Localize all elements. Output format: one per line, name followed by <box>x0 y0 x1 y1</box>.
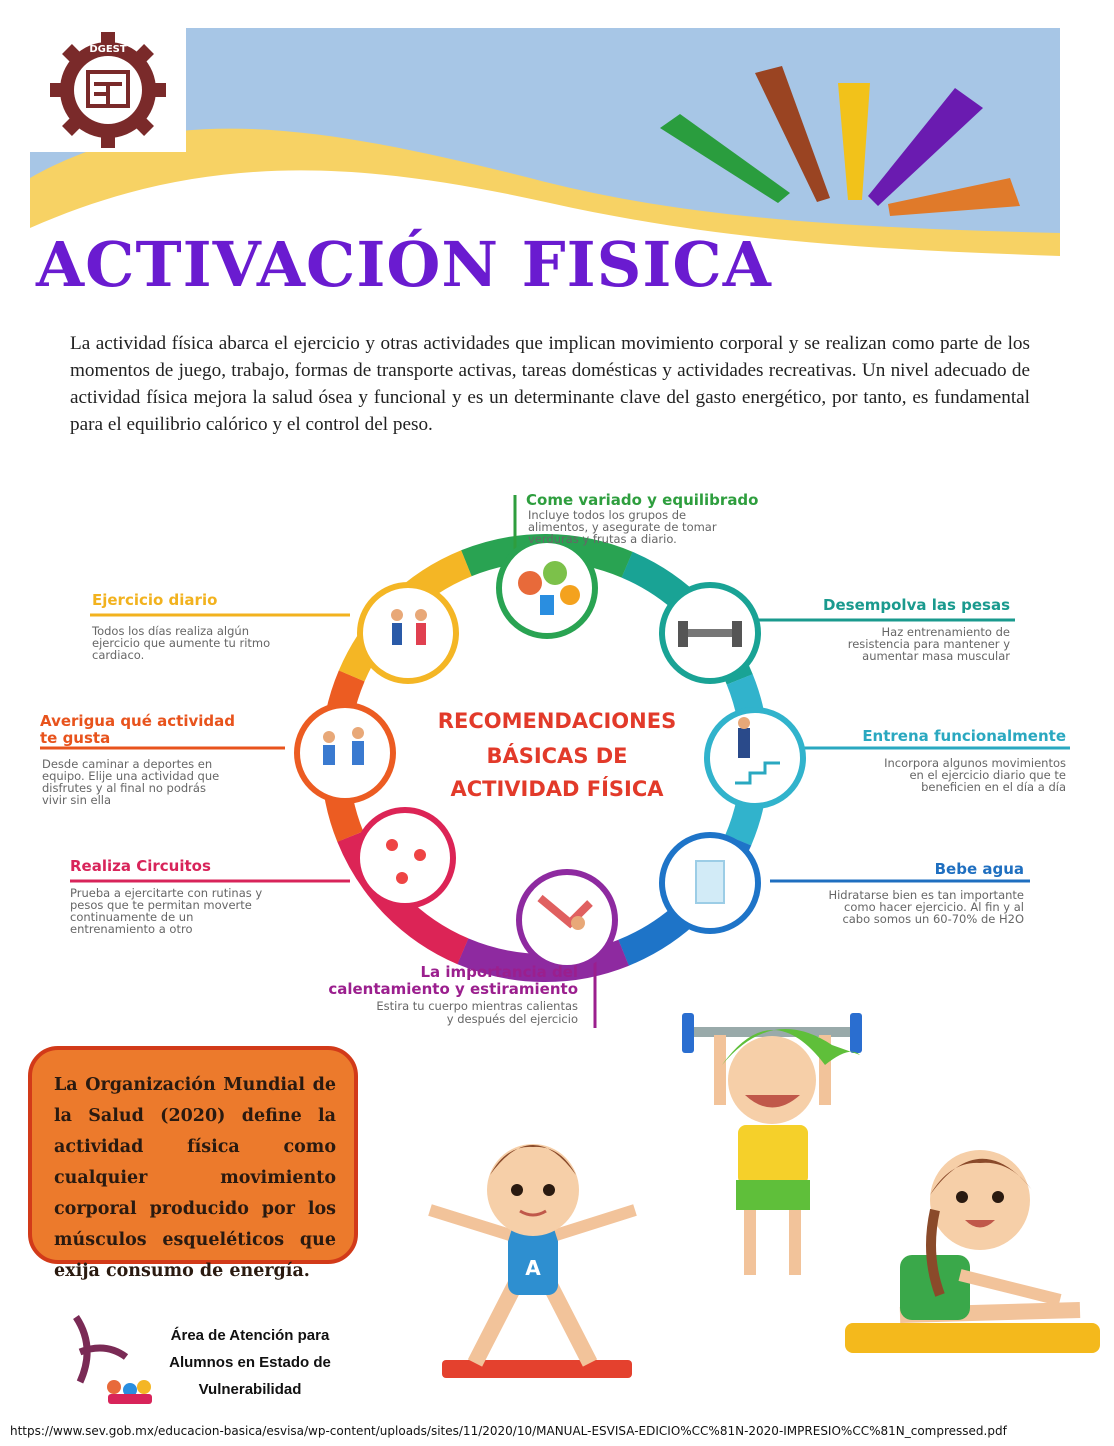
item-desc-line: Haz entrenamiento de <box>881 625 1010 639</box>
kid-weightlifting-figure <box>682 1013 862 1275</box>
item-desc-line: entrenamiento a otro <box>70 922 193 936</box>
item-title-bebe-agua: Bebe agua <box>934 860 1024 878</box>
item-desc-line: como hacer ejercicio. Al fin y al <box>844 900 1024 914</box>
recommendations-infographic <box>30 483 1085 1028</box>
item-title-averigua: Averigua qué actividad <box>40 712 235 730</box>
area-line: Vulnerabilidad <box>198 1381 302 1398</box>
icon-circle-dumbbell <box>662 585 758 681</box>
item-desc-line: Todos los días realiza algún <box>92 624 250 638</box>
item-desc-line: Incorpora algunos movimientos <box>884 756 1066 770</box>
item-title-come-variado: Come variado y equilibrado <box>526 491 759 509</box>
icon-circle-stretch <box>519 872 615 968</box>
shirt-letter-icon: A <box>525 1256 541 1280</box>
oms-definition-box <box>28 1046 358 1281</box>
oms-definition-text: La Organización Mundial de la Salud (2020) define la actividad física como cualquier movimiento corporal producido por los músculos esqueléticos que exija consumo de energía. <box>54 1075 336 1281</box>
item-desc-line: Prueba a ejercitarte con rutinas y <box>70 886 263 900</box>
item-desc-line: Hidratarse bien es tan importante <box>828 888 1024 902</box>
intro-paragraph: La actividad física abarca el ejercicio y otras actividades que implican movimiento corporal y se realizan como parte de los momentos de juego, trabajo, formas de transporte activas, tareas domésticas y actividades recreativas. Un nivel adecuado de actividad física mejora la salud ósea y funcional y es un determinante clave del gasto energético, por tanto, es fundamental para el equilibrio calórico y el control del peso. <box>70 333 1030 435</box>
item-title-entrena: Entrena funcionalmente <box>862 727 1066 745</box>
dgest-logo-box <box>30 28 186 152</box>
item-desc-line: disfrutes y al final no podrás <box>42 781 206 795</box>
item-desc-line: Desde caminar a deportes en <box>42 757 213 771</box>
center-title-line-1: RECOMENDACIONES <box>437 709 677 733</box>
item-desc-line: continuamente de un <box>70 910 194 924</box>
item-desc-line: equipo. Elije una actividad que <box>42 769 220 783</box>
item-title-calentamiento-line-2: calentamiento y estiramiento <box>328 980 578 998</box>
item-desc-line: pesos que te permitan moverte <box>70 898 252 912</box>
item-title-desempolva: Desempolva las pesas <box>823 596 1010 614</box>
item-title-calentamiento: La importancia del <box>420 963 578 981</box>
girl-stretching-figure <box>845 1150 1100 1353</box>
item-title-ejercicio-diario: Ejercicio diario <box>92 591 218 609</box>
item-desc-line: Estira tu cuerpo mientras calientas <box>376 999 578 1013</box>
item-desc-line: vivir sin ella <box>42 793 112 807</box>
area-atencion-logo <box>66 1312 162 1412</box>
child-icon <box>137 1380 151 1394</box>
icon-circle-sports <box>297 705 393 801</box>
item-desc-line: aumentar masa muscular <box>862 649 1010 663</box>
icon-circle-stairs <box>707 710 803 806</box>
item-desc-line: alimentos, y asegurate de tomar <box>528 520 717 534</box>
area-line: Alumnos en Estado de <box>169 1354 331 1371</box>
area-atencion-text <box>150 1322 350 1403</box>
dgest-logo <box>30 28 186 152</box>
item-desc-line: cardiaco. <box>92 648 145 662</box>
kids-exercising-illustration <box>420 985 1110 1405</box>
area-line: Área de Atención para <box>170 1327 330 1344</box>
source-url: https://www.sev.gob.mx/educacion-basica/esvisa/wp-content/uploads/sites/11/2020/10/MANUAL-ESVISA-EDICIO%CC%81N-2020-IMPRESIO%CC%81N_compressed.pdf <box>10 1424 1007 1438</box>
item-desc-line: y después del ejercicio <box>446 1012 578 1026</box>
child-icon <box>107 1380 121 1394</box>
icon-circle-running <box>360 585 456 681</box>
item-desc-line: resistencia para mantener y <box>847 637 1010 651</box>
item-desc-line: en el ejercicio diario que te <box>909 768 1066 782</box>
item-desc-line: cabo somos un 60-70% de H2O <box>842 912 1024 926</box>
item-desc-line: verduras y frutas a diario. <box>528 532 677 546</box>
item-title-averigua-line-2: te gusta <box>40 729 111 747</box>
icon-circle-food <box>499 540 595 636</box>
item-title-circuitos: Realiza Circuitos <box>70 857 211 875</box>
item-desc-line: ejercicio que aumente tu ritmo <box>92 636 271 650</box>
item-desc-line: beneficien en el día a día <box>921 780 1066 794</box>
center-title-line-3: ACTIVIDAD FÍSICA <box>450 777 664 801</box>
item-desc-line: Incluye todos los grupos de <box>528 508 687 522</box>
icon-circle-water <box>662 835 758 931</box>
center-title-line-2: BÁSICAS DE <box>486 744 628 768</box>
icon-circle-circuit <box>357 810 453 906</box>
page-title: ACTIVACIÓN FISICA <box>36 228 772 301</box>
boy-yoga-figure <box>430 1144 635 1378</box>
logo-text: DGEST <box>89 44 127 55</box>
